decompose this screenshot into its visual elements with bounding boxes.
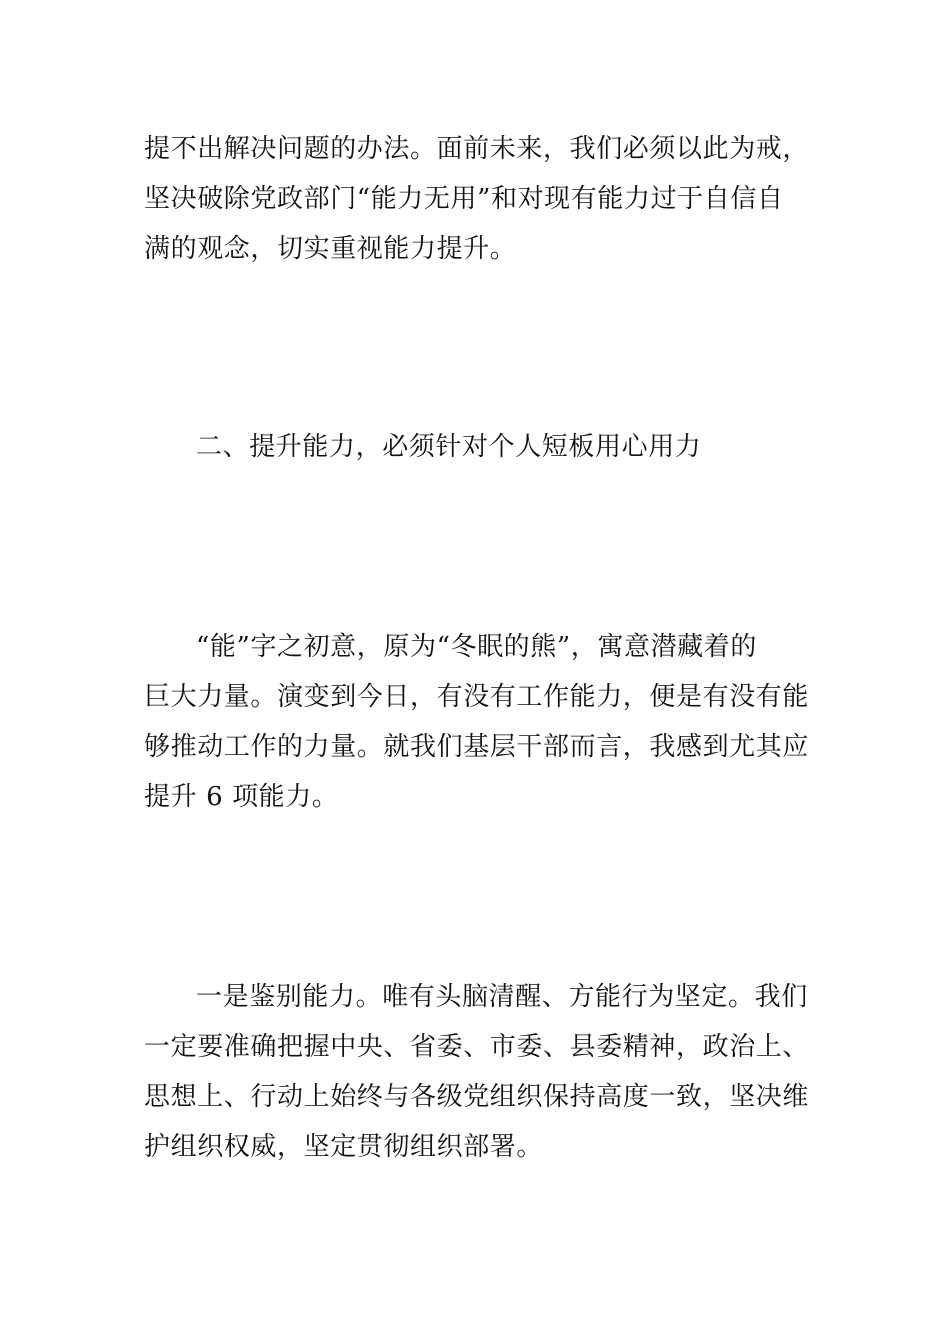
text-line: 一是鉴别能力。唯有头脑清醒、方能行为坚定。我们 [196, 982, 808, 1012]
text-line: 思想上、行动上始终与各级党组织保持高度一致，坚决维 [144, 1082, 810, 1112]
text-line: 坚决破除党政部门“能力无用”和对现有能力过于自信自 [144, 184, 784, 214]
text-line: 提不出解决问题的办法。面前未来，我们必须以此为戒， [144, 134, 810, 164]
text-line: 提升 6 项能力。 [144, 782, 339, 812]
text-line: 护组织权威，坚定贯彻组织部署。 [144, 1132, 544, 1162]
text-line: 巨大力量。演变到今日，有没有工作能力，便是有没有能 [144, 682, 810, 712]
text-line: 满的观念，切实重视能力提升。 [144, 234, 517, 264]
text-line: 够推动工作的力量。就我们基层干部而言，我感到尤其应 [144, 732, 810, 762]
text-line: “能”字之初意，原为“冬眠的熊”，寓意潜藏着的 [196, 632, 757, 662]
section-heading: 二、提升能力，必须针对个人短板用心用力 [196, 432, 702, 462]
text-line: 一定要准确把握中央、省委、市委、县委精神，政治上、 [144, 1032, 810, 1062]
